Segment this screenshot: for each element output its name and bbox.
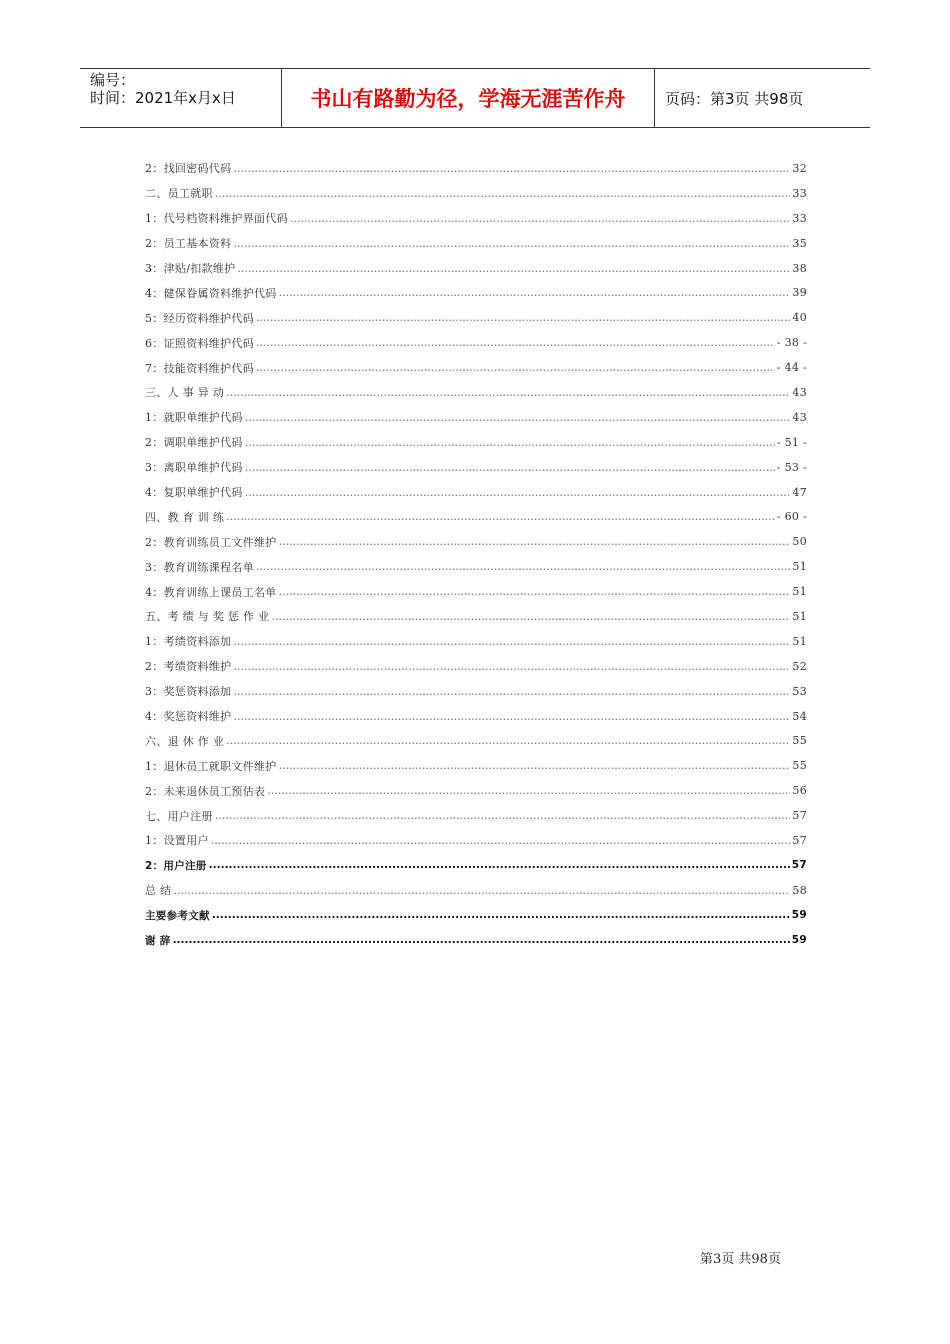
toc-entry[interactable]: [145, 728, 807, 753]
toc-entry-page: - 60 -: [776, 510, 807, 524]
toc-entry[interactable]: [145, 803, 807, 828]
header-meta: [80, 69, 282, 127]
footer-page-number: 第3页 共98页: [700, 1252, 781, 1267]
table-of-contents: [145, 156, 807, 953]
toc-dot-leader: [245, 461, 775, 474]
toc-entry[interactable]: [145, 828, 807, 853]
toc-dot-leader: [233, 162, 790, 175]
toc-entry-title: 3：津贴/扣款维护: [145, 262, 236, 275]
toc-entry-title: 总 结: [145, 884, 172, 898]
toc-entry-page: 40: [792, 311, 807, 325]
toc-entry-page: 39: [792, 286, 807, 300]
toc-dot-leader: [279, 759, 791, 772]
toc-dot-leader: [226, 510, 775, 523]
toc-entry-page: 57: [792, 833, 807, 847]
toc-entry[interactable]: [145, 579, 807, 604]
header-page-info: 页码：第3页 共98页: [665, 89, 804, 108]
toc-dot-leader: [226, 734, 790, 747]
toc-entry-page: 52: [792, 659, 807, 673]
toc-dot-leader: [212, 909, 790, 921]
toc-entry[interactable]: [145, 679, 807, 704]
toc-entry[interactable]: [145, 604, 807, 629]
toc-entry[interactable]: [145, 455, 807, 480]
toc-entry[interactable]: [145, 853, 807, 878]
toc-entry-page: 55: [792, 734, 807, 748]
toc-entry-page: 51: [792, 585, 807, 599]
toc-entry-title: 2：用户注册: [145, 859, 207, 872]
toc-entry-page: - 38 -: [776, 336, 807, 350]
toc-entry-page: - 53 -: [776, 460, 807, 474]
toc-entry-title: 4：教育训练上课员工名单: [145, 585, 277, 599]
toc-entry-title: 3：教育训练课程名单: [145, 560, 254, 574]
toc-entry-title: 1：考绩资料添加: [145, 635, 232, 649]
toc-entry-page: 57: [792, 809, 807, 823]
toc-entry-page: 51: [792, 634, 807, 648]
toc-entry-title: 4：复职单维护代码: [145, 486, 243, 500]
toc-dot-leader: [233, 635, 790, 648]
toc-entry-page: - 51 -: [776, 435, 807, 449]
toc-dot-leader: [279, 585, 791, 598]
toc-dot-leader: [233, 710, 790, 723]
toc-entry-page: 33: [792, 186, 807, 200]
toc-dot-leader: [226, 386, 790, 399]
toc-entry-title: 六、退 休 作 业: [145, 734, 225, 748]
toc-dot-leader: [271, 610, 790, 623]
toc-entry-page: 50: [792, 535, 807, 549]
toc-entry[interactable]: [145, 704, 807, 729]
toc-entry-title: 1：退休员工就职文件维护: [145, 759, 277, 773]
toc-entry-title: 2：考绩资料维护: [145, 660, 232, 674]
toc-entry[interactable]: [145, 206, 807, 231]
toc-dot-leader: [279, 286, 791, 299]
toc-entry-page: 55: [792, 759, 807, 773]
toc-entry-title: 谢 辞: [145, 934, 171, 947]
toc-entry[interactable]: [145, 529, 807, 554]
toc-entry-title: 四、教 育 训 练: [145, 510, 225, 524]
toc-dot-leader: [215, 809, 791, 822]
toc-entry[interactable]: [145, 330, 807, 355]
toc-entry-title: 2：员工基本资料: [145, 237, 232, 251]
toc-entry-page: 59: [791, 909, 807, 922]
toc-entry-title: 三、人 事 异 动: [145, 386, 225, 400]
toc-dot-leader: [209, 859, 790, 871]
toc-dot-leader: [256, 336, 775, 349]
toc-entry-title: 2：调职单维护代码: [145, 436, 243, 450]
toc-entry[interactable]: [145, 878, 807, 903]
toc-entry-title: 3：离职单维护代码: [145, 461, 243, 475]
toc-entry[interactable]: [145, 903, 807, 928]
toc-entry[interactable]: [145, 256, 807, 281]
toc-entry-page: 54: [792, 709, 807, 723]
toc-entry-title: 2：找回密码代码: [145, 162, 232, 176]
toc-dot-leader: [245, 486, 791, 499]
toc-entry-page: 33: [792, 211, 807, 225]
toc-entry[interactable]: [145, 430, 807, 455]
toc-entry-page: 47: [792, 485, 807, 499]
toc-entry-page: 57: [791, 859, 807, 872]
toc-dot-leader: [279, 535, 791, 548]
toc-entry-title: 1：设置用户: [145, 834, 209, 848]
number-label: 编号：: [90, 71, 136, 89]
toc-entry-title: 1：代号档资料维护界面代码: [145, 212, 288, 226]
toc-entry-page: 38: [792, 261, 807, 275]
toc-entry[interactable]: [145, 629, 807, 654]
toc-entry[interactable]: [145, 554, 807, 579]
toc-entry-page: 53: [792, 684, 807, 698]
toc-entry-page: 43: [792, 385, 807, 399]
toc-dot-leader: [173, 884, 790, 897]
toc-entry-title: 二、员工就职: [145, 187, 213, 201]
toc-dot-leader: [256, 560, 790, 573]
toc-dot-leader: [237, 262, 790, 275]
toc-entry-page: 51: [792, 560, 807, 574]
toc-entry-page: 51: [792, 609, 807, 623]
toc-dot-leader: [233, 237, 790, 250]
toc-dot-leader: [233, 685, 790, 698]
toc-entry-page: 32: [792, 161, 807, 175]
toc-entry-title: 主要参考文献: [145, 909, 210, 922]
toc-entry-title: 4：奖惩资料维护: [145, 710, 232, 724]
toc-entry-title: 七、用户注册: [145, 809, 213, 823]
toc-entry-page: 35: [792, 236, 807, 250]
date-label: 时间：2021年x月x日: [90, 89, 236, 107]
toc-entry[interactable]: [145, 778, 807, 803]
toc-entry[interactable]: [145, 504, 807, 529]
toc-dot-leader: [245, 436, 775, 449]
toc-dot-leader: [211, 834, 791, 847]
toc-entry-title: 5：经历资料维护代码: [145, 311, 254, 325]
toc-entry[interactable]: [145, 231, 807, 256]
toc-entry-title: 1：就职单维护代码: [145, 411, 243, 425]
toc-entry-title: 7：技能资料维护代码: [145, 361, 254, 375]
toc-dot-leader: [256, 361, 775, 374]
toc-entry[interactable]: [145, 355, 807, 380]
toc-entry[interactable]: [145, 405, 807, 430]
header-motto: 书山有路勤为径，学海无涯苦作舟: [282, 69, 655, 127]
toc-entry-title: 2：教育训练员工文件维护: [145, 535, 277, 549]
toc-entry-title: 4：健保眷属资料维护代码: [145, 286, 277, 300]
toc-entry[interactable]: [145, 654, 807, 679]
toc-dot-leader: [256, 311, 790, 324]
toc-entry[interactable]: [145, 280, 807, 305]
toc-entry-page: 43: [792, 410, 807, 424]
toc-entry-page: - 44 -: [776, 361, 807, 375]
toc-entry[interactable]: [145, 181, 807, 206]
toc-entry-page: 59: [791, 934, 807, 947]
toc-entry-page: 58: [792, 883, 807, 897]
toc-dot-leader: [173, 934, 790, 946]
toc-entry[interactable]: [145, 928, 807, 953]
toc-entry-title: 3：奖惩资料添加: [145, 685, 232, 699]
toc-entry-page: 56: [792, 784, 807, 798]
page-header: [80, 68, 870, 128]
toc-entry-title: 五、考 绩 与 奖 惩 作 业: [145, 610, 270, 624]
toc-dot-leader: [215, 187, 791, 200]
toc-entry-title: 2：未来退休员工预估表: [145, 784, 266, 798]
toc-entry-title: 6：证照资料维护代码: [145, 336, 254, 350]
toc-entry[interactable]: [145, 380, 807, 405]
toc-entry[interactable]: [145, 753, 807, 778]
toc-dot-leader: [233, 660, 790, 673]
toc-dot-leader: [245, 411, 791, 424]
toc-entry[interactable]: [145, 305, 807, 330]
toc-dot-leader: [290, 212, 790, 225]
toc-entry[interactable]: [145, 480, 807, 505]
toc-dot-leader: [267, 784, 790, 797]
toc-entry[interactable]: [145, 156, 807, 181]
